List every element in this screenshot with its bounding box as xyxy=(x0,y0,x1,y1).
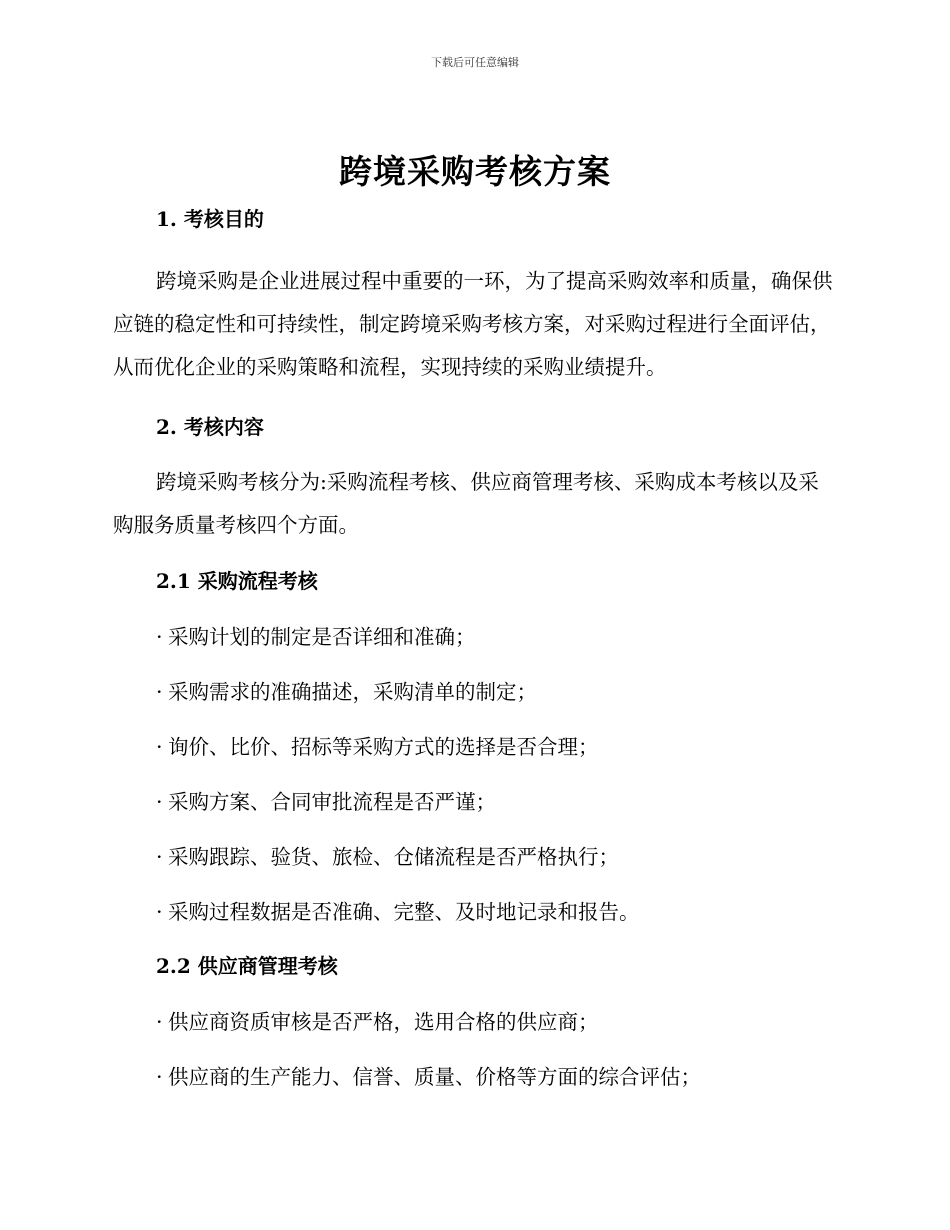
bullet-symbol: · xyxy=(156,625,163,649)
bullet-symbol: · xyxy=(156,845,163,869)
list-item-text: 采购过程数据是否准确、完整、及时地记录和报告。 xyxy=(168,900,640,924)
bullet-symbol: · xyxy=(156,1065,163,1089)
bullet-symbol: · xyxy=(156,900,163,924)
list-item xyxy=(156,1062,837,1092)
list-item-text: 询价、比价、招标等采购方式的选择是否合理； xyxy=(168,735,599,759)
list-item xyxy=(156,787,837,817)
bullet-symbol: · xyxy=(156,790,163,814)
section-heading-purpose: 1. 考核目的 xyxy=(156,207,264,231)
section-paragraph-content: 跨境采购考核分为:采购流程考核、供应商管理考核、采购成本考核以及采购服务质量考核四个方面。 xyxy=(113,470,819,537)
list-item xyxy=(156,1007,837,1037)
list-item xyxy=(156,897,837,927)
list-item-text: 采购计划的制定是否详细和准确； xyxy=(168,625,476,649)
bullet-symbol: · xyxy=(156,1010,163,1034)
list-item-text: 供应商资质审核是否严格，选用合格的供应商； xyxy=(168,1010,599,1034)
list-item-text: 采购跟踪、验货、旅检、仓储流程是否严格执行； xyxy=(168,845,619,869)
list-item xyxy=(156,622,837,652)
subsection-heading-supplier: 2.2 供应商管理考核 xyxy=(156,954,338,978)
list-item xyxy=(156,732,837,762)
document-body xyxy=(113,198,837,1092)
list-item-text: 采购需求的准确描述，采购清单的制定； xyxy=(168,680,537,704)
list-item xyxy=(156,842,837,872)
list-item-text: 供应商的生产能力、信誉、质量、价格等方面的综合评估； xyxy=(168,1065,701,1089)
section-heading-content: 2. 考核内容 xyxy=(156,415,264,439)
bullet-symbol: · xyxy=(156,735,163,759)
section-paragraph-purpose: 跨境采购是企业进展过程中重要的一环，为了提高采购效率和质量，确保供应链的稳定性和可持续性，制定跨境采购考核方案，对采购过程进行全面评估，从而优化企业的采购策略和流程，实现持续的采购业绩提升。 xyxy=(113,269,833,379)
bullet-symbol: · xyxy=(156,680,163,704)
list-item-text: 采购方案、合同审批流程是否严谨； xyxy=(168,790,496,814)
list-item xyxy=(156,677,837,707)
subsection-heading-process: 2.1 采购流程考核 xyxy=(156,569,318,593)
header-note: 下载后可任意编辑 xyxy=(431,56,519,69)
document-title: 跨境采购考核方案 xyxy=(339,152,611,191)
